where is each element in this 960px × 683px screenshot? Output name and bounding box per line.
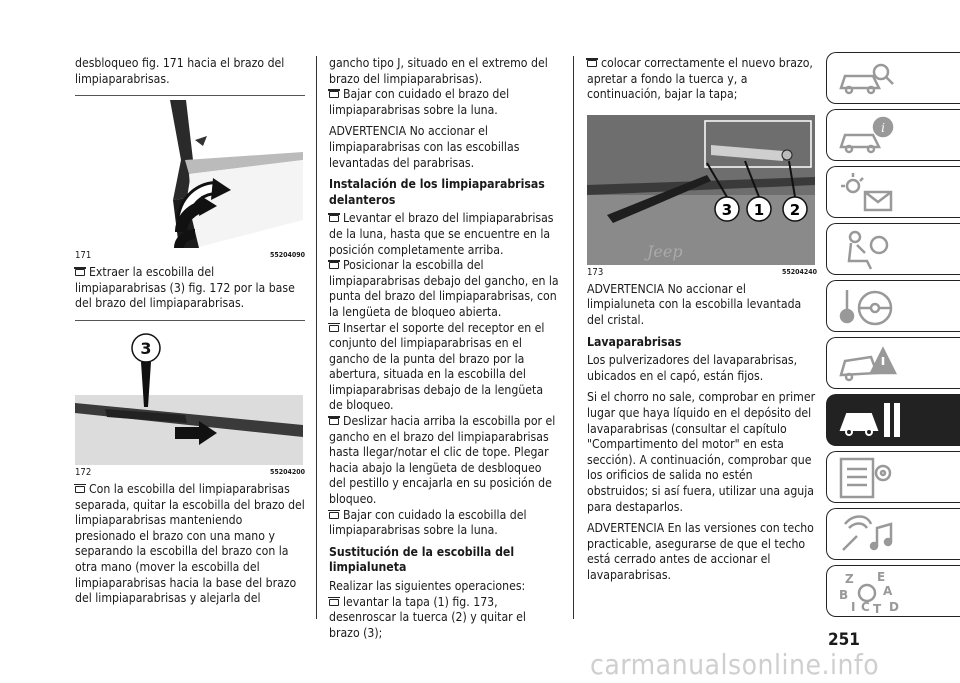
step-place-arm: colocar correctamente el nuevo brazo, apretar a fondo la tuerca y, a continuación, bajar la tapa; (587, 56, 813, 102)
bullet-icon (329, 215, 339, 222)
spec-sheet-icon (837, 457, 897, 499)
heading-rear-wiper: Sustitución de la escobilla del limpialuneta (329, 544, 515, 575)
svg-text:Z: Z (845, 572, 854, 586)
step-lower-arm: Bajar con cuidado el brazo del limpiaparabrisas sobre la luna. (329, 87, 510, 117)
warning-rear: ADVERTENCIA No accionar el limpialuneta con la escobilla levantada del cristal. (587, 281, 802, 327)
sun-mail-icon (837, 172, 897, 214)
svg-text:B: B (839, 588, 849, 602)
warning-1: ADVERTENCIA No accionar el limpiaparabrisas con las escobillas levantadas del parabrisas. (329, 124, 520, 170)
tab-emergency[interactable] (826, 337, 960, 389)
step-raise-arm: Levantar el brazo del limpiaparabrisas de la luna, hasta que se encuentre en la posición completamente arriba. (329, 211, 554, 257)
bullet-icon (75, 486, 85, 493)
wiper-blade-photo-172 (75, 325, 303, 465)
bullet-icon (329, 512, 339, 519)
column-divider (573, 56, 574, 619)
paragraph-intro: desbloqueo fig. 171 hacia el brazo del limpiaparabrisas. (75, 56, 285, 86)
step-slide-blade: Deslizar hacia arriba la escobilla por el gancho en el brazo del limpiaparabrisas hasta llegar/notar el clic de tope. Plegar hacia abajo la lengüeta de desbloqueo del pestillo y encajarla en su posición de bloqueo. (329, 414, 556, 507)
airbag-seat-icon (837, 229, 897, 271)
svg-text:C: C (861, 600, 870, 614)
svg-text:D: D (889, 600, 899, 614)
tab-index[interactable] (826, 565, 960, 617)
paragraph-sprayers: Los pulverizadores del lavaparabrisas, ubicados en el capó, están fijos. (587, 353, 798, 383)
paragraph-check-fluid: Si el chorro no sale, comprobar en primer lugar que haya líquido en el depósito del lavaparabrisas (consultar el capítulo "Compartimento del motor" en esta sección). A continuación, comprobar que los orificios de salida no estén obstruidos; si así fuera, utilizar una aguja para destaparlos. (587, 390, 816, 514)
figure-number: 173 (587, 266, 604, 278)
heading-front-install: Instalación de los limpiaparabrisas delanteros (329, 177, 545, 207)
bullet-icon (329, 325, 339, 332)
bullet-icon (587, 60, 597, 67)
paragraph-operations: Realizar las siguientes operaciones: (329, 579, 526, 593)
tab-lights-messages[interactable] (826, 166, 960, 218)
figure-171 (75, 95, 305, 261)
tab-starting[interactable] (826, 280, 960, 332)
column-left (75, 56, 305, 607)
key-steering-icon (837, 286, 897, 328)
bullet-icon (329, 599, 339, 606)
figure-code: 55204200 (269, 467, 305, 476)
bullet-icon (329, 262, 339, 269)
multimedia-icon (837, 514, 897, 556)
figure-172 (75, 320, 305, 478)
wiper-arm-photo-171 (75, 100, 303, 248)
tab-safety[interactable] (826, 223, 960, 275)
paragraph-continued: gancho tipo J, situado en el extremo del brazo del limpiaparabrisas). (329, 56, 548, 86)
tab-servicing[interactable] (826, 394, 960, 446)
bullet-icon (329, 418, 339, 425)
column-middle (329, 56, 559, 647)
tab-car-search[interactable] (826, 52, 960, 104)
alphabet-index-icon (837, 571, 907, 615)
svg-text:A: A (883, 584, 893, 598)
bullet-icon (75, 269, 85, 276)
step-insert-support: Insertar el soporte del receptor en el conjunto del limpiaparabrisas en el gancho de la punta del brazo por la abertura, situada en la escobilla del limpiaparabrisas debajo de la lengüeta de bloqueo. (329, 320, 545, 413)
step-position-blade: Posicionar la escobilla del limpiaparabrisas debajo del gancho, en la punta del brazo del limpiaparabrisas, con la lengüeta de bloqueo abierta. (329, 258, 559, 319)
figure-code: 55204240 (781, 267, 817, 276)
column-right (587, 56, 817, 589)
figure-code: 55204090 (269, 251, 305, 260)
car-warning-icon (837, 343, 897, 385)
svg-text:i: i (881, 121, 885, 135)
bullet-icon (329, 91, 339, 98)
callout-2: 2 (789, 200, 801, 219)
tab-car-info[interactable] (826, 109, 960, 161)
page-number: 251 (828, 630, 860, 650)
callout-1: 1 (753, 200, 765, 219)
jeep-badge: Jeep (647, 241, 683, 261)
callout-3: 3 (721, 200, 733, 219)
watermark: carmanualsonline.info (590, 648, 880, 681)
warning-sunroof: ADVERTENCIA En las versiones con techo practicable, asegurarse de que el techo está cerrado antes de accionar el lavaparabrisas. (587, 521, 814, 582)
tab-multimedia[interactable] (826, 508, 960, 560)
step-remove-blade: Extraer la escobilla del limpiaparabrisas (3) fig. 172 por la base del brazo del limpiaparabrisas. (75, 265, 295, 311)
figure-number: 171 (75, 250, 92, 262)
car-info-icon (837, 115, 897, 157)
rear-wiper-photo-173 (587, 115, 815, 265)
car-search-icon (837, 58, 897, 100)
svg-text:T: T (873, 602, 882, 615)
heading-washer: Lavaparabrisas (587, 334, 682, 349)
step-separate-blade: Con la escobilla del limpiaparabrisas separada, quitar la escobilla del brazo del limpiaparabrisas manteniendo presionado el brazo con una mano y separando la escobilla del brazo con la otra mano (mover la escobilla del limpiaparabrisas hacia la base del brazo del limpiaparabrisas y alejarla del (75, 481, 305, 606)
car-wrench-icon (837, 400, 907, 442)
step-lower-blade: Bajar con cuidado la escobilla del limpiaparabrisas sobre la luna. (329, 507, 527, 538)
figure-number: 172 (75, 466, 92, 478)
figure-173 (587, 111, 817, 278)
svg-text:E: E (877, 571, 886, 584)
step-lift-cap: levantar la tapa (1) fig. 173, desenroscar la tuerca (2) y quitar el brazo (3); (329, 594, 526, 640)
callout-3: 3 (140, 338, 152, 358)
svg-text:I: I (851, 600, 856, 614)
column-divider (316, 56, 317, 619)
tab-technical-data[interactable] (826, 451, 960, 503)
